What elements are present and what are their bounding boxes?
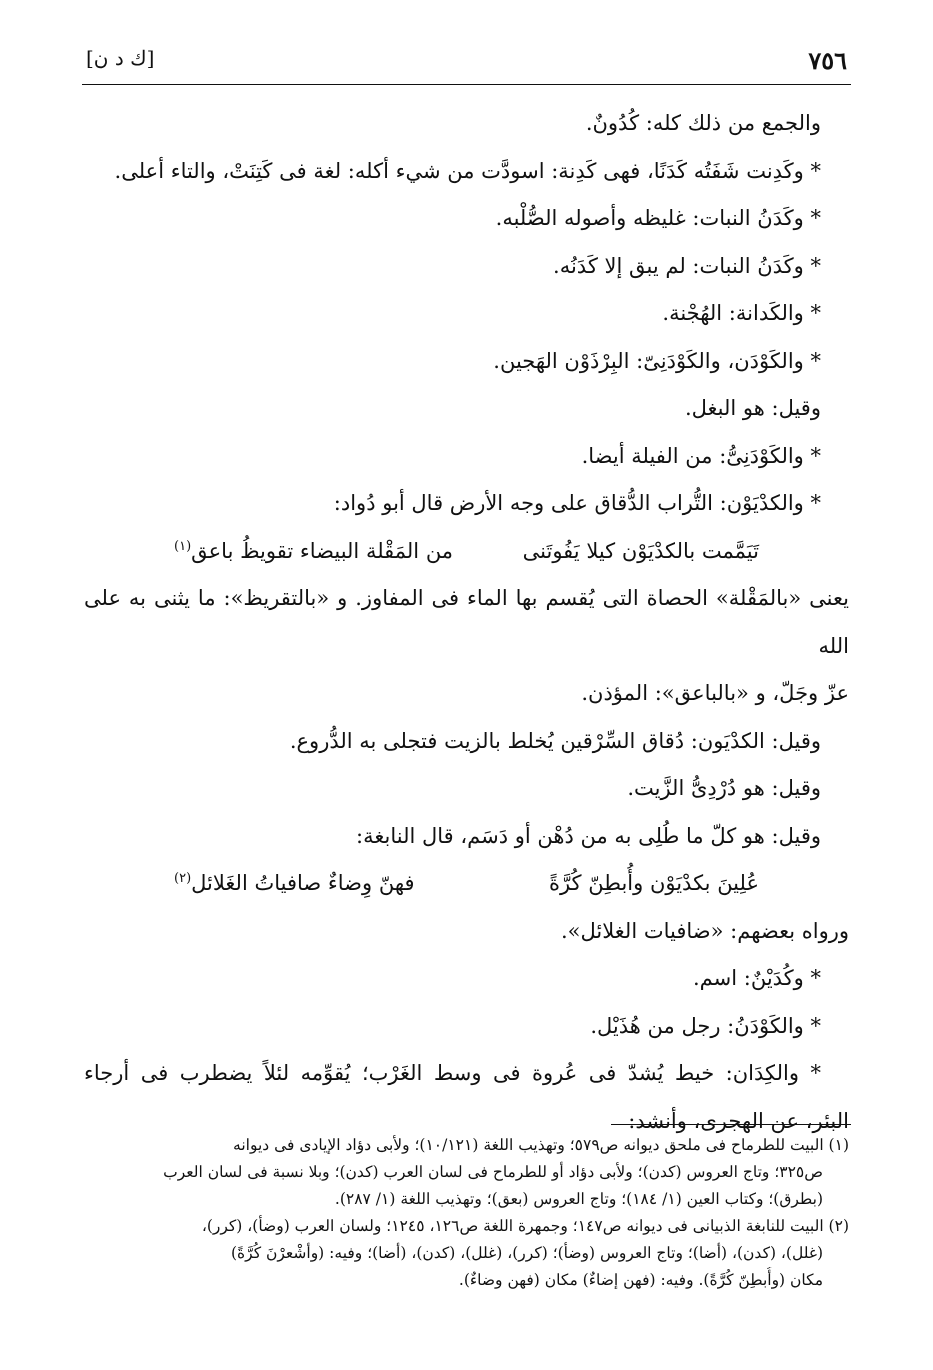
- text-line: * وكَدَنُ النبات: غليظه وأصوله الصُّلْبه.: [495, 206, 821, 230]
- text-line: * والكَدانة: الهُجْنة.: [662, 301, 821, 325]
- text-line: * والكدْيَوْن: التُّراب الدُّقاق على وجه الأرض قال أبو دُواد:: [333, 491, 821, 515]
- verse-second-hemistich: [174, 860, 415, 908]
- running-head-root: [ك د ن]: [86, 46, 155, 70]
- verse-nabigha: [84, 860, 849, 908]
- main-text: [84, 100, 849, 1145]
- page-number: ٧٥٦: [808, 46, 847, 75]
- verse-first-hemistich: تَيَمَّمت بالكدْيَوْن كيلا يَفُوتَنى: [522, 538, 759, 563]
- text-line: * والكَوْدَنُ: رجل من هُذَيْل.: [590, 1013, 821, 1038]
- verse-second-hemistich: [174, 528, 453, 576]
- footnote-divider: [611, 1124, 851, 1125]
- text-line: البئر، عن الهجرى، وأنشد:: [628, 1108, 849, 1133]
- footnote-ref-1: (١): [174, 538, 192, 554]
- text-line: عزّ وجَلّ، و «بالباعق»: المؤذن.: [581, 681, 849, 705]
- verse-second-text: فهنّ وِضاءٌ صافياتُ الغَلائل: [191, 871, 415, 895]
- verse-abu-duwad: [84, 528, 849, 576]
- footnote-2-line: (غلل)، (كدن)، (أضا)؛ وتاج العروس (وضأ)؛ (كرر)، (غلل)، (كدن)، (أضا)؛ وفيه: (وأشْعرْنَ كُرَّةً): [230, 1244, 823, 1262]
- text-line: * والكِدَان: خيط يُشدّ فى عُروة فى وسط الغَرْب؛ يُقوِّمه لئلاً يضطرب فى أرجاء: [84, 1061, 821, 1085]
- text-line: وقيل: هو البغل.: [684, 396, 821, 420]
- text-line: * والكَوْدَنِىُّ: من الفيلة أيضا.: [581, 443, 821, 468]
- text-line: * وكَدَنُ النبات: لم يبق إلا كَدَنُه.: [553, 253, 821, 278]
- verse-second-text: من المَقْلة البيضاء تقويظُ باعق: [191, 538, 454, 563]
- footnote-ref-2: (٢): [174, 871, 192, 886]
- text-line: يعنى «بالمَقْلة» الحصاة التى يُقسم بها الماء فى المفاوز. و «بالتقريظ»: ما يثنى به على الله: [84, 586, 849, 658]
- footnote-2-line: مكان (وأُبطِنّ كُرَّةً). وفيه: (فهن إضاءٌ) مكان (فهن وضاءٌ).: [458, 1271, 823, 1289]
- text-line: والجمع من ذلك كله: كُدُونٌ.: [585, 111, 821, 135]
- footnote-1-line: (بطرق)؛ وكتاب العين (١/ ١٨٤)؛ وتاج العروس (بعق)؛ وتهذيب اللغة (١/ ٢٨٧).: [334, 1190, 823, 1208]
- text-line: وقيل: هو كلّ ما طُلِى به من دُهْن أو دَسَم، قال النابغة:: [356, 823, 821, 848]
- text-line: * وكُدَيْنٌ: اسم.: [693, 966, 821, 990]
- verse-first-hemistich: عُلِينَ بكدْيَوْن وأُبطِنّ كُرَّةً: [548, 871, 759, 895]
- text-line: وقيل: الكدْيَون: دُقاق السِّرْقين يُخلط بالزيت فتجلى به الدُّروع.: [289, 728, 821, 753]
- text-line: * وكَدِنت شَفَتُه كَدَنًا، فهى كَدِنة: اسودَّت من شيء أكله: لغة فى كَتِنَتْ، والتاء أعلى.: [114, 158, 821, 183]
- footnote-1-line: (١) البيت للطرماح فى ملحق ديوانه ص٥٧٩؛ وتهذيب اللغة (١٠/١٢١)؛ ولأبى دؤاد الإيادى فى ديوانه: [233, 1136, 849, 1154]
- footnote-2-line: (٢) البيت للنابغة الذبيانى فى ديوانه ص١٤٧؛ وجمهرة اللغة ص١٢٦، ١٢٤٥؛ ولسان العرب (وضأ)، (كرر)،: [201, 1217, 849, 1235]
- text-line: ورواه بعضهم: «ضافيات الغلائل».: [561, 918, 849, 943]
- footnotes: [84, 1132, 849, 1294]
- footnote-1-line: ص٣٢٥؛ وتاج العروس (كدن)؛ ولأبى دؤاد أو للطرماح فى لسان العرب (كدن)؛ وبلا نسبة فى لسان العرب: [163, 1163, 823, 1181]
- text-line: * والكَوْدَن، والكَوْدَنِىّ: البِرْذَوْن الهَجين.: [493, 348, 821, 373]
- text-line: وقيل: هو دُرْدِىُّ الزَّيت.: [627, 776, 821, 800]
- page-header: [82, 44, 851, 85]
